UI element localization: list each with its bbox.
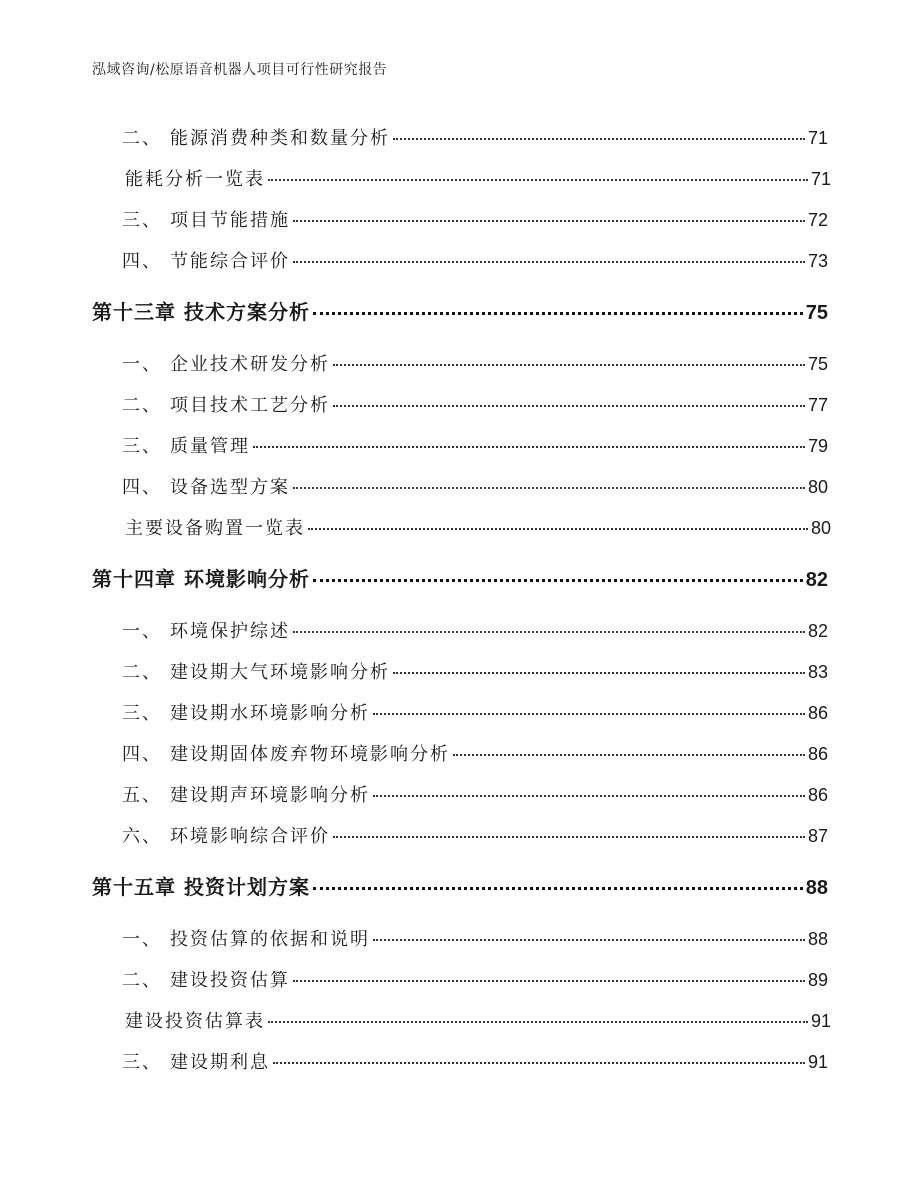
toc-dot-leader [313, 312, 803, 315]
toc-page-number: 88 [805, 877, 828, 899]
toc-page-number: 82 [807, 621, 828, 641]
toc-section-entry[interactable] [92, 1048, 828, 1074]
toc-dot-leader [273, 1062, 805, 1064]
toc-page-number: 71 [807, 128, 828, 148]
toc-entry-number: 三、 [122, 210, 162, 231]
toc-page-number: 75 [807, 354, 828, 374]
toc-page-number: 86 [807, 785, 828, 805]
toc-section-entry[interactable] [92, 473, 828, 499]
toc-entry-number: 二、 [122, 395, 162, 416]
toc-page-number: 77 [807, 395, 828, 415]
toc-entry-title: 建设期固体废弃物环境影响分析 [170, 744, 450, 765]
toc-dot-leader [308, 528, 808, 530]
toc-entry-number: 四、 [122, 251, 162, 272]
toc-section-entry[interactable] [92, 617, 828, 643]
toc-section-entry[interactable] [92, 206, 828, 232]
toc-entry-title: 主要设备购置一览表 [125, 518, 305, 539]
toc-page-number: 86 [807, 703, 828, 723]
toc-entry-title: 建设期声环境影响分析 [170, 785, 370, 806]
toc-entry-title: 节能综合评价 [170, 251, 290, 272]
toc-chapter-entry[interactable] [92, 296, 828, 324]
toc-dot-leader [453, 754, 805, 756]
toc-page-number: 86 [807, 744, 828, 764]
toc-dot-leader [313, 579, 803, 582]
toc-table-entry[interactable] [95, 165, 831, 191]
page-header: 泓域咨询/松原语音机器人项目可行性研究报告 [92, 62, 388, 78]
toc-entry-title: 环境影响综合评价 [170, 826, 330, 847]
toc-entry-title: 建设期大气环境影响分析 [170, 662, 390, 683]
toc-entry-title: 建设投资估算表 [125, 1011, 265, 1032]
toc-chapter-entry[interactable] [92, 871, 828, 899]
toc-section-entry[interactable] [92, 247, 828, 273]
toc-entry-number: 二、 [122, 970, 162, 991]
toc-dot-leader [373, 713, 805, 715]
toc-entry-title: 建设期利息 [170, 1052, 270, 1073]
toc-entry-title: 质量管理 [170, 436, 250, 457]
toc-table-entry[interactable] [95, 514, 831, 540]
toc-entry-title: 投资估算的依据和说明 [170, 929, 370, 950]
toc-section-entry[interactable] [92, 781, 828, 807]
toc-section-entry[interactable] [92, 658, 828, 684]
toc-section-entry[interactable] [92, 432, 828, 458]
toc-entry-number: 四、 [122, 744, 162, 765]
toc-entry-number: 一、 [122, 354, 162, 375]
toc-entry-title: 项目节能措施 [170, 210, 290, 231]
toc-page-number: 80 [807, 477, 828, 497]
toc-dot-leader [393, 672, 805, 674]
toc-section-entry[interactable] [92, 391, 828, 417]
toc-page-number: 80 [810, 518, 831, 538]
toc-dot-leader [293, 220, 805, 222]
toc-page-number: 91 [810, 1011, 831, 1031]
toc-dot-leader [373, 939, 805, 941]
toc-entry-title: 第十五章 投资计划方案 [92, 875, 310, 899]
toc-entry-number: 五、 [122, 785, 162, 806]
toc-section-entry[interactable] [92, 699, 828, 725]
toc-entry-number: 二、 [122, 662, 162, 683]
toc-page-number: 82 [805, 569, 828, 591]
toc-entry-title: 项目技术工艺分析 [170, 395, 330, 416]
toc-entry-number: 六、 [122, 826, 162, 847]
toc-dot-leader [393, 138, 805, 140]
toc-section-entry[interactable] [92, 822, 828, 848]
toc-section-entry[interactable] [92, 740, 828, 766]
toc-entry-title: 环境保护综述 [170, 621, 290, 642]
toc-dot-leader [333, 405, 805, 407]
toc-page-number: 79 [807, 436, 828, 456]
toc-entry-title: 能耗分析一览表 [125, 169, 265, 190]
toc-entry-number: 三、 [122, 703, 162, 724]
toc-dot-leader [313, 887, 803, 890]
toc-dot-leader [293, 261, 805, 263]
toc-page-number: 72 [807, 210, 828, 230]
toc-entry-number: 一、 [122, 621, 162, 642]
toc-dot-leader [333, 836, 805, 838]
toc-dot-leader [253, 446, 805, 448]
toc-entry-title: 建设投资估算 [170, 970, 290, 991]
toc-entry-number: 三、 [122, 436, 162, 457]
toc-dot-leader [373, 795, 805, 797]
toc-entry-number: 一、 [122, 929, 162, 950]
toc-dot-leader [293, 487, 805, 489]
toc-page-number: 89 [807, 970, 828, 990]
toc-page-number: 91 [807, 1052, 828, 1072]
toc-entry-number: 二、 [122, 128, 162, 149]
toc-entry-title: 企业技术研发分析 [170, 354, 330, 375]
toc-section-entry[interactable] [92, 350, 828, 376]
toc-dot-leader [333, 364, 805, 366]
toc-page-number: 75 [805, 302, 828, 324]
toc-page-number: 73 [807, 251, 828, 271]
toc-dot-leader [268, 179, 808, 181]
toc-entry-title: 建设期水环境影响分析 [170, 703, 370, 724]
toc-section-entry[interactable] [92, 966, 828, 992]
toc-dot-leader [293, 631, 805, 633]
toc-page-number: 83 [807, 662, 828, 682]
toc-entry-number: 三、 [122, 1052, 162, 1073]
toc-section-entry[interactable] [92, 124, 828, 150]
toc-page-number: 71 [810, 169, 831, 189]
toc-page-number: 88 [807, 929, 828, 949]
toc-entry-title: 第十四章 环境影响分析 [92, 567, 310, 591]
toc-entry-title: 设备选型方案 [170, 477, 290, 498]
toc-chapter-entry[interactable] [92, 563, 828, 591]
toc-page-number: 87 [807, 826, 828, 846]
toc-table-entry[interactable] [95, 1007, 831, 1033]
toc-entry-title: 第十三章 技术方案分析 [92, 300, 310, 324]
toc-entry-title: 能源消费种类和数量分析 [170, 128, 390, 149]
toc-section-entry[interactable] [92, 925, 828, 951]
toc-dot-leader [293, 980, 805, 982]
toc-dot-leader [268, 1021, 808, 1023]
toc-entry-number: 四、 [122, 477, 162, 498]
